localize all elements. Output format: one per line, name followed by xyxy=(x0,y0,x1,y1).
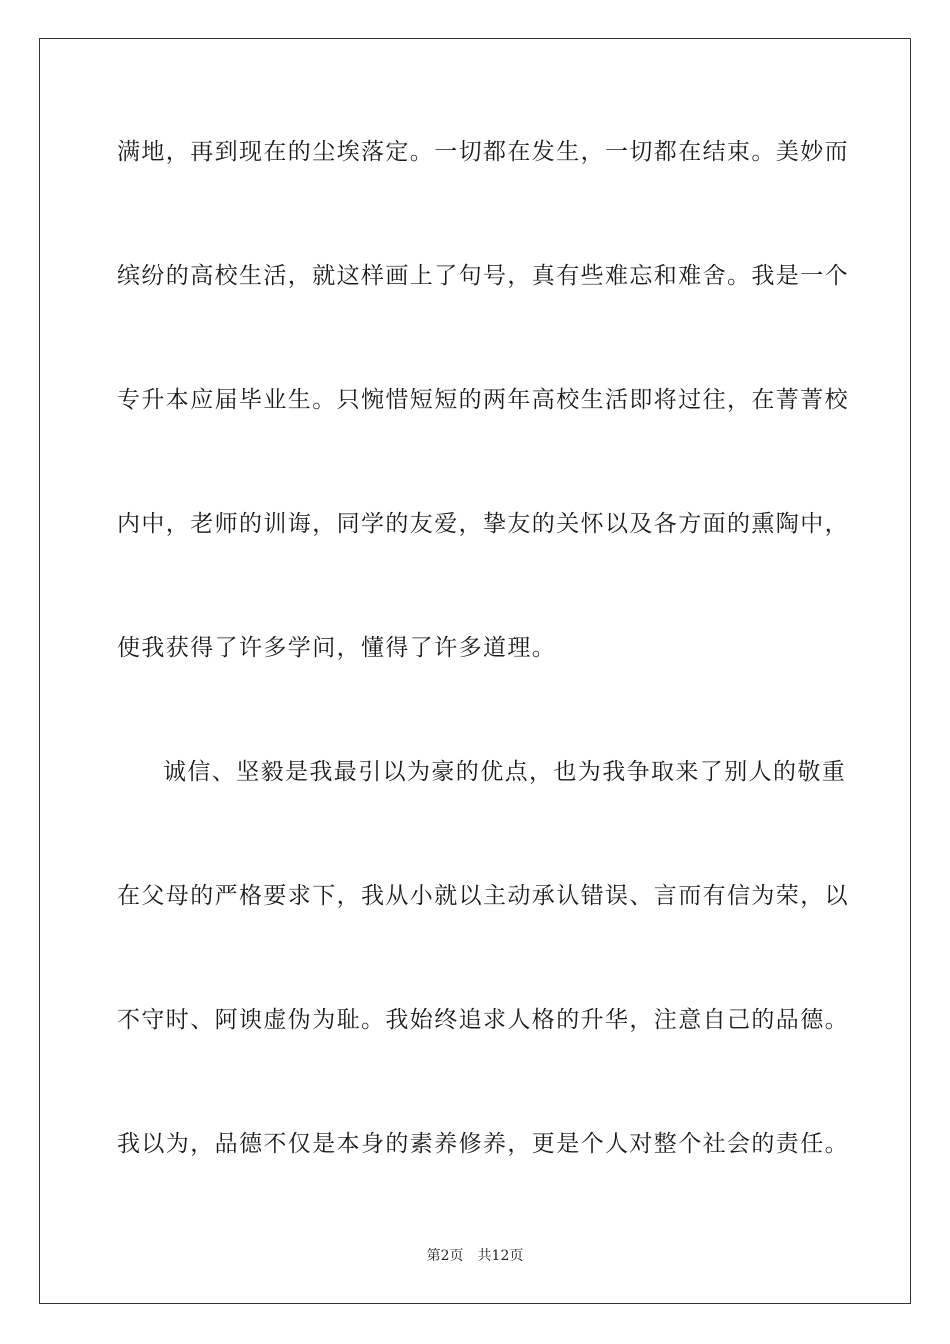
text-line-9: 我以为，品德不仅是本身的素养修养，更是个人对整个社会的责任。 xyxy=(117,1131,849,1157)
page-frame xyxy=(39,38,911,1304)
text-line-8: 不守时、阿谀虚伪为耻。我始终追求人格的升华，注意自己的品德。 xyxy=(117,1007,849,1033)
text-line-2: 缤纷的高校生活，就这样画上了句号，真有些难忘和难舍。我是一个 xyxy=(117,263,849,289)
text-line-5: 使我获得了许多学问，懂得了许多道理。 xyxy=(117,635,557,661)
page-total: 共12页 xyxy=(477,1248,524,1264)
text-line-7: 在父母的严格要求下，我从小就以主动承认错误、言而有信为荣，以 xyxy=(117,883,849,909)
text-line-4: 内中，老师的训诲，同学的友爱，挚友的关怀以及各方面的熏陶中， xyxy=(117,511,849,537)
text-line-1: 满地，再到现在的尘埃落定。一切都在发生，一切都在结束。美妙而 xyxy=(117,139,849,165)
text-line-3: 专升本应届毕业生。只惋惜短短的两年高校生活即将过往，在菁菁校 xyxy=(117,387,849,413)
text-line-6: 诚信、坚毅是我最引以为豪的优点，也为我争取来了别人的敬重 xyxy=(163,759,847,785)
page-footer xyxy=(0,1246,950,1266)
page-number: 第2页 xyxy=(426,1248,464,1264)
